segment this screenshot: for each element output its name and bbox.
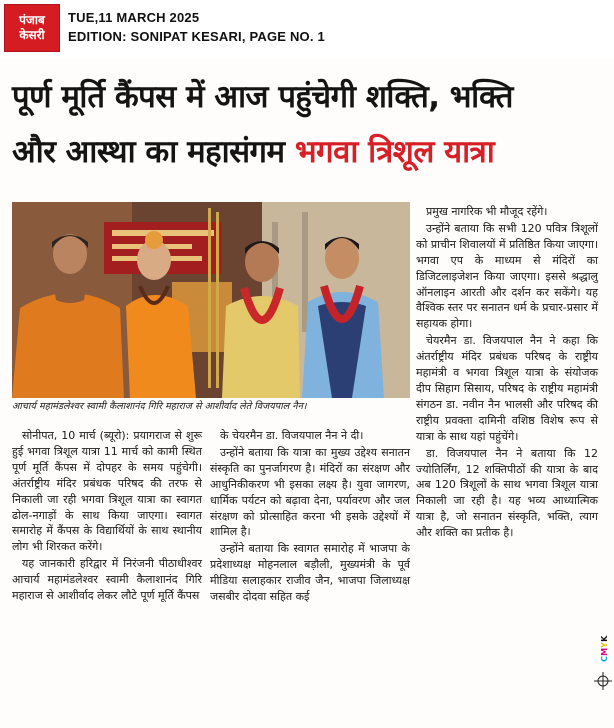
headline [12, 70, 604, 180]
paragraph: उन्होंने बताया कि स्वागत समारोह में भाजपा के प्रदेशाध्यक्ष मोहनलाल बड़ौली, मुख्यमंत्री के पूर्व मीडिया सलाहकार राजीव जैन, भाजपा जिलाध्यक्ष जसबीर दोदवा सहित कई [210, 542, 410, 604]
clip-meta [68, 8, 325, 46]
paragraph: उन्होंने बताया कि सभी 120 पवित्र त्रिशूलों को प्राचीन शिवालयों में प्रतिष्ठित किया जाएगा। भगवा एप के माध्यम से मंदिरों का डिजिटलाइजेशन किया जाएगा। इससे श्रद्धालु ऑनलाइन आरती और दर्शन कर सकेंगे। यह वैश्विक स्तर पर सनातन धर्म के प्रचार-प्रसार में सहायक होगा। [416, 221, 598, 331]
paragraph: चेयरमैन डा. विजयपाल नैन ने कहा कि अंतर्राष्ट्रीय मंदिर प्रबंधक परिषद के राष्ट्रीय महामंत्री व भगवा त्रिशूल यात्रा के संयोजक दीप सिहाग सिसाय, परिषद के राष्ट्रीय महामंत्री संगठन डा. नवीन नैन भालसी और परिषद की राष्ट्रीय प्रवक्ता दामिनी वशिष्ठ विशेष रूप से यात्रा के साथ यहां पहुंचेंगे। [416, 334, 598, 443]
magenta-mark: M [600, 648, 609, 656]
punjab-kesari-logo [4, 4, 60, 52]
news-photo [12, 202, 410, 398]
cyan-mark: C [600, 655, 609, 662]
paragraph: उन्होंने बताया कि यात्रा का मुख्य उद्देश्य सनातन संस्कृति का पुनर्जागरण है। मंदिरों का संरक्षण और आधुनिकीकरण भी इसका लक्ष्य है। युवा जागरण, धार्मिक पर्यटन को बढ़ावा देना, पर्यावरण और जल संरक्षण को प्रोत्साहित करना भी इसके उद्देश्यों में शामिल है। [210, 445, 410, 539]
paragraph: प्रमुख नागरिक भी मौजूद रहेंगे। [426, 205, 548, 218]
registration-mark-icon [594, 672, 612, 690]
paragraph: डा. विजयपाल नैन ने बताया कि 12 ज्योतिर्लिंग, 12 शक्तिपीठों की यात्रा के बाद अब 120 त्रिशूलों के साथ भगवा त्रिशूल यात्रा निकाली जा रही है। यह भव्य आध्यात्मिक यात्रा है, जो सनातन संस्कृति, भक्ति, त्याग और शक्ति का प्रतीक है। [416, 446, 598, 540]
publication-date: TUE,11 MARCH 2025 [68, 10, 200, 25]
headline-accent: भगवा त्रिशूल यात्रा [294, 134, 495, 170]
logo-line-1: पंजाब [19, 13, 45, 27]
headline-line-1: पूर्ण मूर्ति कैंपस में आज पहुंचेगी शक्ति, भक्ति [12, 79, 513, 115]
paragraph: यह जानकारी हरिद्वार में निरंजनी पीठाधीश्वर आचार्य महामंडलेश्वर स्वामी कैलाशानंद गिरि महाराज से आशीर्वाद लेकर लौटे पूर्ण मूर्ति कैंपस [12, 557, 202, 603]
article-column-3 [416, 204, 598, 542]
paragraph: सोनीपत, 10 मार्च (ब्यूरो): प्रयागराज से शुरू हुई भगवा त्रिशूल यात्रा 11 मार्च को कामी स्थित पूर्ण मूर्ति कैंपस में दोपहर के समय पहुंचेगी। अंतर्राष्ट्रीय मंदिर प्रबंधक परिषद की तरफ से निकाली जा रही भगवा त्रिशूल यात्रा का स्वागत ढोल-नगाड़ों के साथ किया जाएगा। स्वागत समारोह में कैंपस के विद्यार्थियों के साथ स्थानीय लोग भी शिरकत करेंगे। [12, 429, 202, 554]
paragraph: के चेयरमैन डा. विजयपाल नैन ने दी। [220, 429, 364, 442]
edition-info: EDITION: SONIPAT KESARI, PAGE NO. 1 [68, 29, 325, 44]
yellow-mark: Y [600, 642, 609, 648]
logo-line-2: केसरी [19, 28, 45, 42]
black-mark: K [600, 636, 609, 643]
headline-line-2-plain: और आस्था का महासंगम [12, 134, 295, 170]
cmyk-print-marks [600, 636, 612, 662]
headline-line-2 [12, 125, 604, 180]
news-photo-illustration [12, 202, 410, 398]
article-column-1 [12, 428, 202, 605]
article-column-2 [210, 428, 410, 606]
photo-caption: आचार्य महामंडलेश्वर स्वामी कैलाशानंद गिरि महाराज से आशीर्वाद लेते विजयपाल नैन। [12, 401, 307, 412]
